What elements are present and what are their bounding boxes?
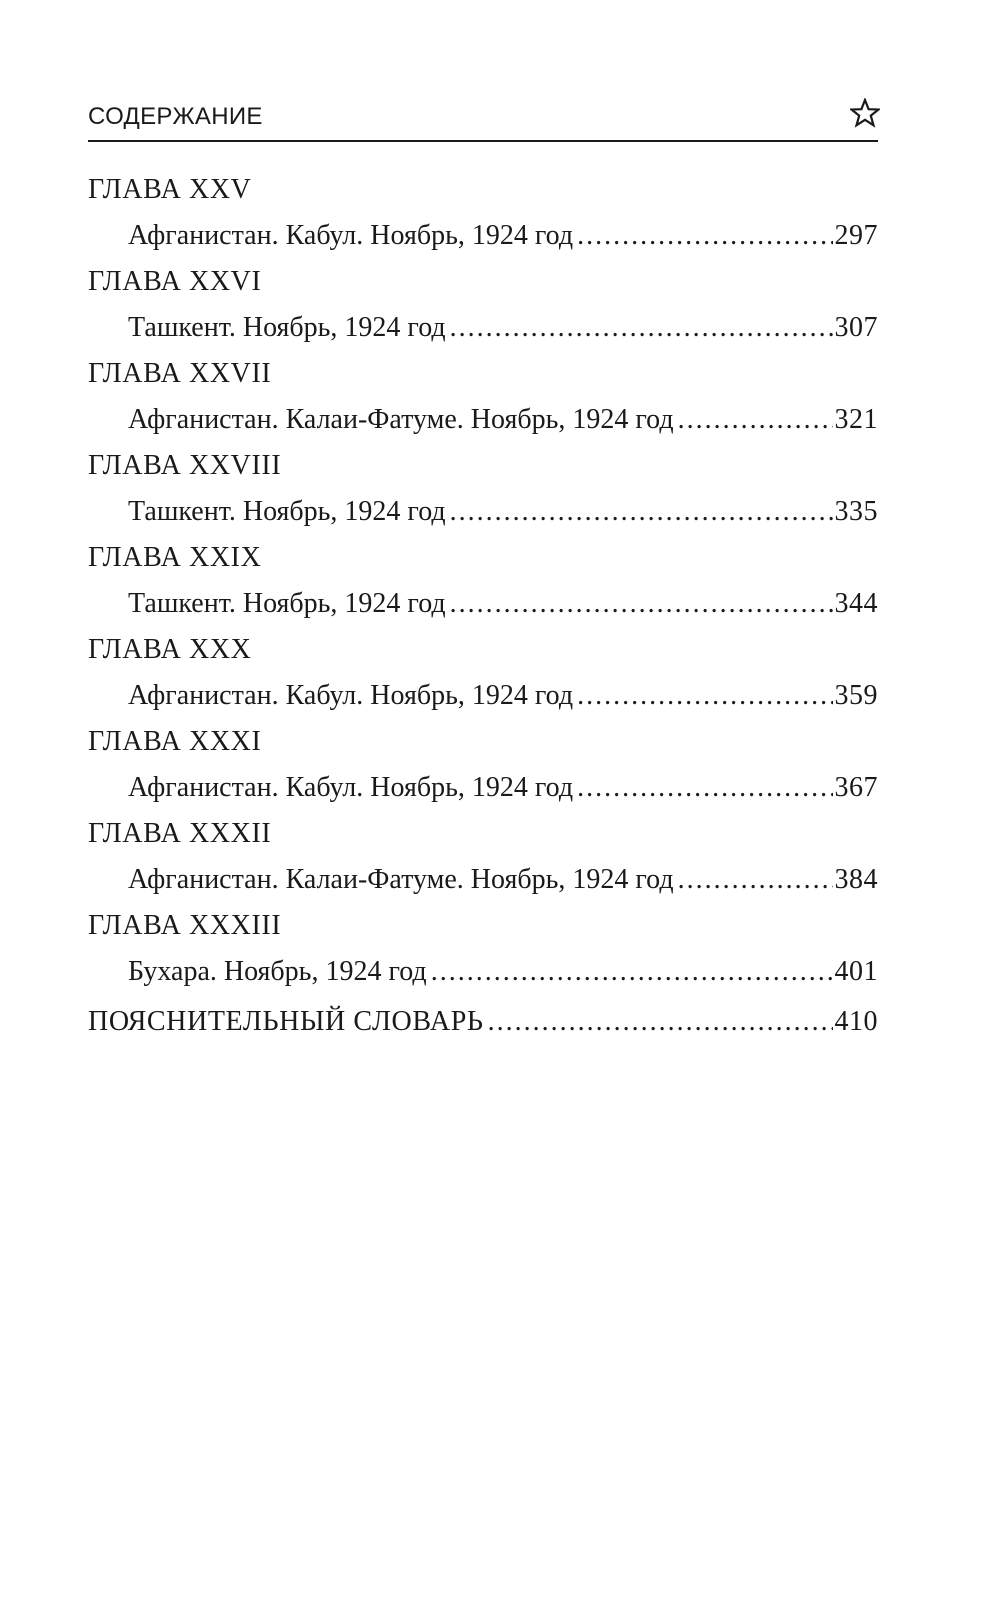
toc-chapter	[88, 167, 878, 259]
toc-entry[interactable]	[88, 305, 878, 351]
toc-chapter	[88, 627, 878, 719]
chapter-heading: ГЛАВА XXXI	[88, 726, 262, 757]
toc-chapter	[88, 811, 878, 903]
dot-leader	[488, 999, 833, 1045]
page-number: 297	[834, 220, 878, 251]
chapter-heading: ГЛАВА XXXII	[88, 818, 272, 849]
page-number: 344	[834, 588, 878, 619]
toc-entry-glossary[interactable]	[88, 999, 878, 1045]
toc-entry[interactable]	[88, 581, 878, 627]
entry-title: Ташкент. Ноябрь, 1924 год	[128, 312, 446, 343]
dot-leader	[450, 581, 833, 627]
toc-entry[interactable]	[88, 673, 878, 719]
toc-chapter	[88, 903, 878, 995]
page-number: 359	[834, 680, 878, 711]
page-number: 335	[834, 496, 878, 527]
entry-title: ПОЯСНИТЕЛЬНЫЙ СЛОВАРЬ	[88, 1006, 484, 1037]
toc-entry[interactable]	[88, 765, 878, 811]
entry-title: Ташкент. Ноябрь, 1924 год	[128, 496, 446, 527]
entry-title: Афганистан. Калаи-Фатуме. Ноябрь, 1924 год	[128, 864, 674, 895]
page-number: 410	[834, 1006, 878, 1037]
entry-title: Афганистан. Кабул. Ноябрь, 1924 год	[128, 680, 574, 711]
toc-chapter	[88, 535, 878, 627]
page-number: 321	[834, 404, 878, 435]
toc-entry[interactable]	[88, 949, 878, 995]
toc-chapter	[88, 351, 878, 443]
entry-title: Афганистан. Калаи-Фатуме. Ноябрь, 1924 год	[128, 404, 674, 435]
dot-leader	[577, 213, 832, 259]
dot-leader	[577, 765, 832, 811]
star-outline-icon	[850, 98, 880, 128]
page-number: 401	[834, 956, 878, 987]
entry-title: Афганистан. Кабул. Ноябрь, 1924 год	[128, 772, 574, 803]
chapter-heading: ГЛАВА XXX	[88, 634, 252, 665]
chapter-heading: ГЛАВА XXVII	[88, 358, 272, 389]
dot-leader	[450, 489, 833, 535]
toc-entry[interactable]	[88, 213, 878, 259]
page-number: 307	[834, 312, 878, 343]
chapter-heading: ГЛАВА XXIX	[88, 542, 262, 573]
page-number: 384	[834, 864, 878, 895]
chapter-heading: ГЛАВА XXVI	[88, 266, 262, 297]
toc-entry[interactable]	[88, 489, 878, 535]
toc-chapter	[88, 719, 878, 811]
chapter-heading: ГЛАВА XXV	[88, 174, 252, 205]
chapter-heading: ГЛАВА XXXIII	[88, 910, 282, 941]
dot-leader	[450, 305, 833, 351]
entry-title: Афганистан. Кабул. Ноябрь, 1924 год	[128, 220, 574, 251]
toc-entry[interactable]	[88, 857, 878, 903]
dot-leader	[678, 857, 833, 903]
chapter-heading: ГЛАВА XXVIII	[88, 450, 282, 481]
entry-title: Ташкент. Ноябрь, 1924 год	[128, 588, 446, 619]
dot-leader	[577, 673, 832, 719]
table-of-contents	[88, 167, 878, 1045]
page-title: СОДЕРЖАНИЕ	[88, 103, 263, 130]
page-number: 367	[834, 772, 878, 803]
entry-title: Бухара. Ноябрь, 1924 год	[128, 956, 427, 987]
toc-chapter	[88, 443, 878, 535]
toc-entry[interactable]	[88, 397, 878, 443]
running-header	[88, 96, 878, 142]
dot-leader	[431, 949, 833, 995]
toc-chapter	[88, 259, 878, 351]
dot-leader	[678, 397, 833, 443]
